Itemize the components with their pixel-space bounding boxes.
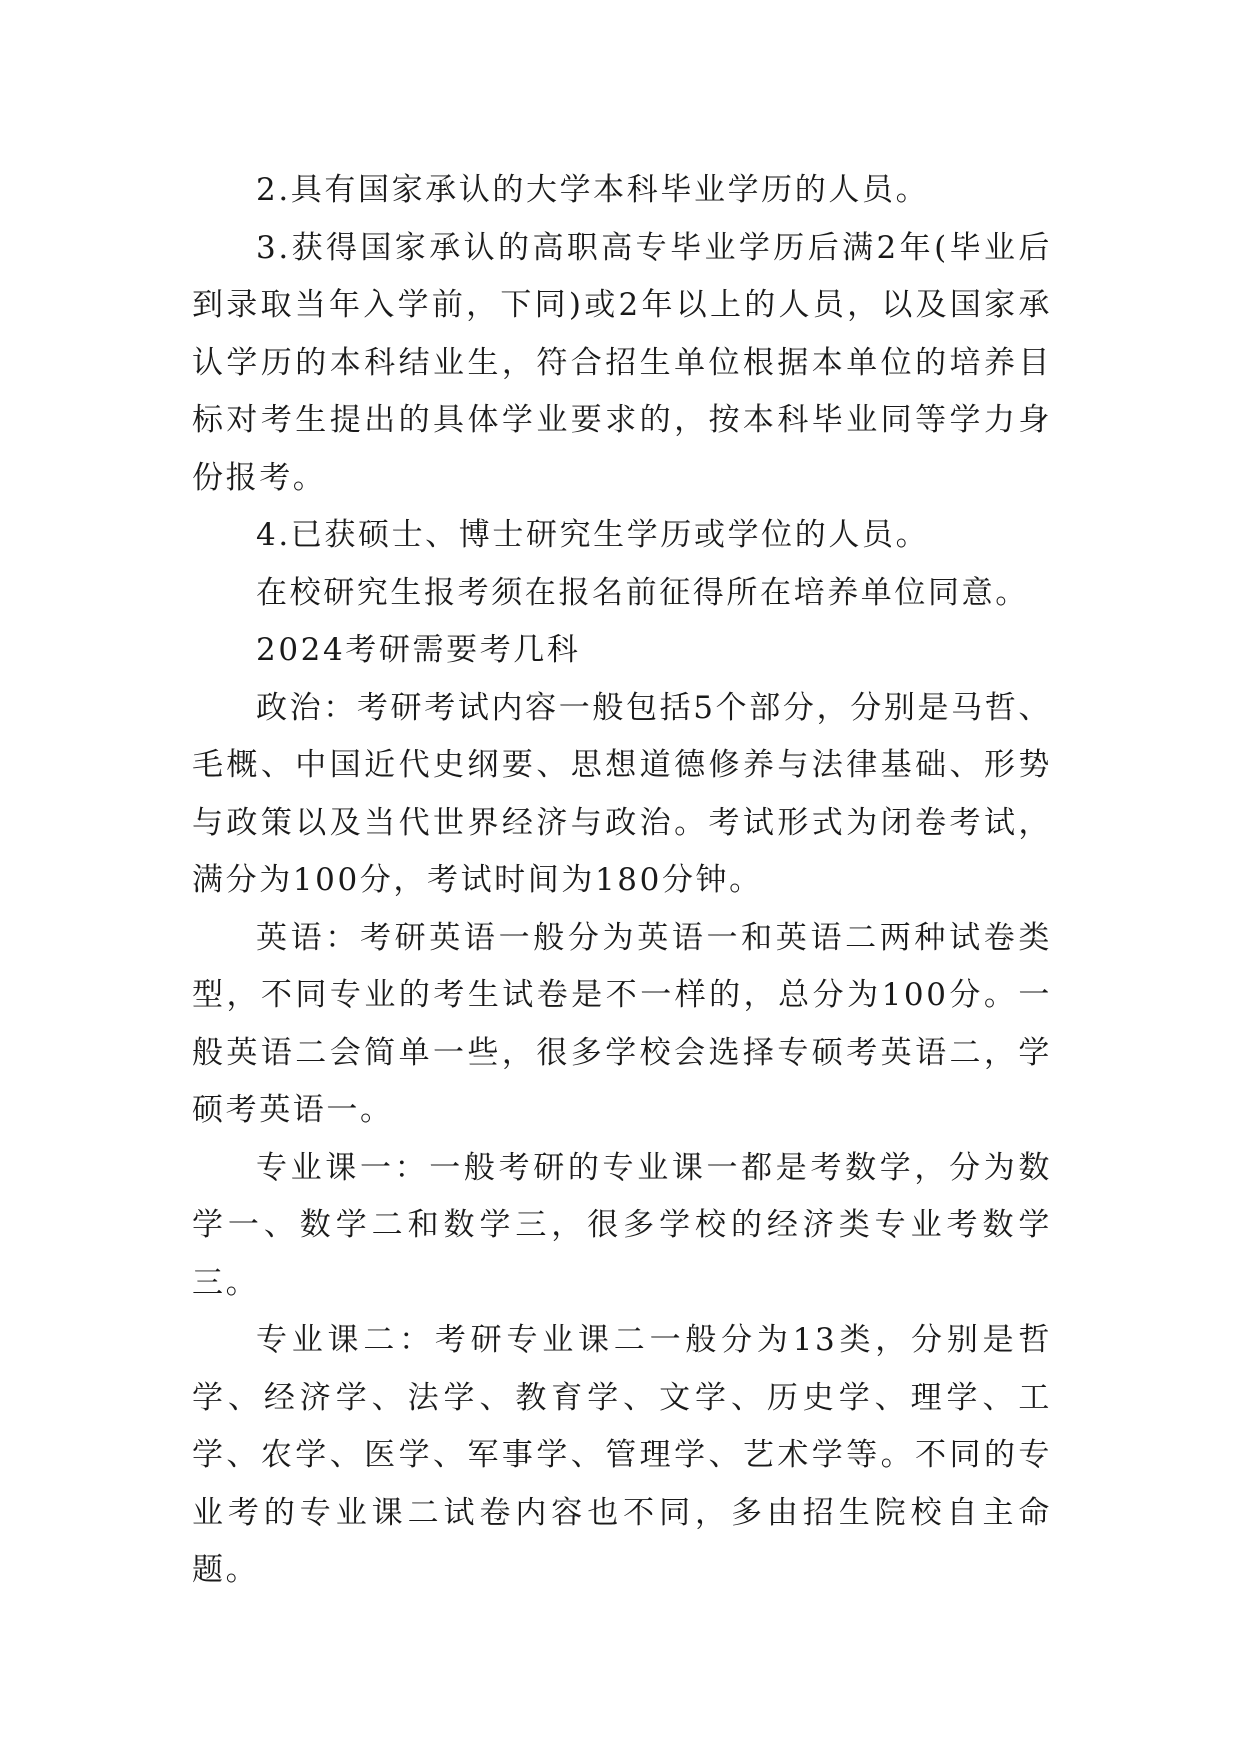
paragraph-major-course-2: 专业课二：考研专业课二一般分为13类，分别是哲学、经济学、法学、教育学、文学、历史学、理学、工学、农学、医学、军事学、管理学、艺术学等。不同的专业考的专业课二试卷内容也不同，多由招生院校自主命题。 (192, 1322, 1052, 1588)
paragraph-english: 英语：考研英语一般分为英语一和英语二两种试卷类型，不同专业的考生试卷是不一样的，总分为100分。一般英语二会简单一些，很多学校会选择专硕考英语二，学硕考英语一。 (192, 919, 1052, 1128)
paragraph-requirement-3: 3.获得国家承认的高职高专毕业学历后满2年(毕业后到录取当年入学前，下同)或2年以上的人员，以及国家承认学历的本科结业生，符合招生单位根据本单位的培养目标对考生提出的具体学业要求的，按本科毕业同等学力身份报考。 (192, 229, 1052, 496)
section-heading: 2024考研需要考几科 (256, 632, 581, 668)
paragraph-requirement-2: 2.具有国家承认的大学本科毕业学历的人员。 (256, 172, 930, 208)
paragraph-enrolled-students: 在校研究生报考须在报名前征得所在培养单位同意。 (256, 574, 1029, 611)
document-body (192, 162, 1052, 1600)
paragraph-politics: 政治：考研考试内容一般包括5个部分，分别是马哲、毛概、中国近代史纲要、思想道德修养与法律基础、形势与政策以及当代世界经济与政治。考试形式为闭卷考试，满分为100分，考试时间为180分钟。 (192, 689, 1052, 898)
paragraph-major-course-1: 专业课一：一般考研的专业课一都是考数学，分为数学一、数学二和数学三，很多学校的经济类专业考数学三。 (192, 1149, 1052, 1301)
paragraph-requirement-4: 4.已获硕士、博士研究生学历或学位的人员。 (256, 517, 930, 553)
